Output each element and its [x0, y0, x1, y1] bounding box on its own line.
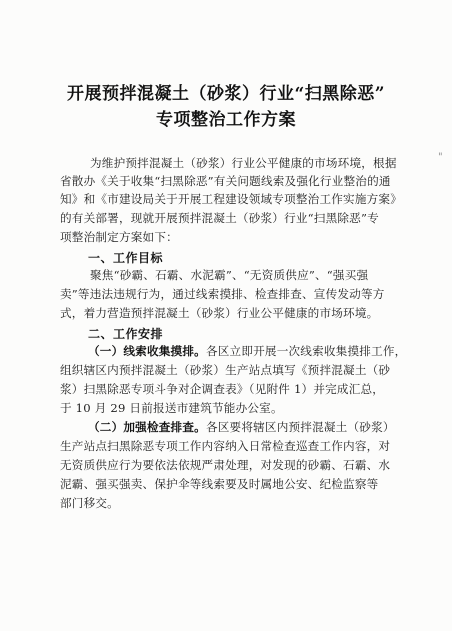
- item-2-line-5: 部门移交。: [60, 496, 119, 510]
- item-2-first-rest: 各区要将辖区内预拌混凝土（砂浆）: [205, 420, 395, 434]
- intro-line-1: 为维护预拌混凝土（砂浆）行业公平健康的市场环境，根据: [90, 156, 397, 170]
- intro-line-2: 省散办《关于收集“扫黑除恶”有关问题线索及强化行业整治的通: [60, 174, 391, 188]
- item-2-line-3: 无资质供应行为要依法依规严肃处理，对发现的砂霸、石霸、水: [60, 458, 391, 472]
- intro-line-4: 的有关部署，现就开展预拌混凝土（砂浆）行业“扫黑除恶”专: [60, 211, 379, 225]
- item-2-lead: （二）加强检查排查。: [88, 420, 206, 434]
- item-1-first-rest: 各区立即开展一次线索收集摸排工作，: [205, 344, 407, 358]
- page-edge-mark: ": [438, 152, 443, 163]
- document-title-line-1: 开展预拌混凝土（砂浆）行业“扫黑除恶”: [66, 84, 386, 104]
- goals-line-3: 式，着力营造预拌混凝土（砂浆）行业公平健康的市场环境。: [60, 306, 379, 320]
- goals-line-2: 卖”等违法违规行为，通过线索摸排、检查排查、宣传发动等方: [60, 287, 385, 301]
- section-heading-goals: 一、工作目标: [88, 251, 164, 265]
- intro-line-5: 项整治制定方案如下：: [60, 230, 178, 244]
- item-1-line-3: 浆）扫黑除恶专项斗争对企调查表》（见附件 1）并完成汇总，: [60, 382, 385, 396]
- item-1-first-line: [88, 344, 406, 358]
- item-2-first-line: [88, 420, 395, 434]
- item-1-line-4: 于 10 月 29 日前报送市建筑节能办公室。: [60, 401, 283, 415]
- item-1-line-2: 组织辖区内预拌混凝土（砂浆）生产站点填写《预拌混凝土（砂: [60, 363, 391, 377]
- section-heading-arrangement: 二、工作安排: [88, 327, 164, 341]
- goals-line-1: 聚焦“砂霸、石霸、水泥霸”、“无资质供应”、“强买强: [90, 268, 369, 282]
- item-1-lead: （一）线索收集摸排。: [88, 344, 206, 358]
- intro-line-3: 知》和《市建设局关于开展工程建设领域专项整治工作实施方案》: [60, 192, 403, 206]
- item-2-line-2: 生产站点扫黑除恶专项工作内容纳入日常检查巡查工作内容，对: [60, 439, 391, 453]
- document-title-line-2: 专项整治工作方案: [156, 110, 296, 130]
- item-2-line-4: 泥霸、强买强卖、保护伞等线索要及时属地公安、纪检监察等: [60, 477, 379, 491]
